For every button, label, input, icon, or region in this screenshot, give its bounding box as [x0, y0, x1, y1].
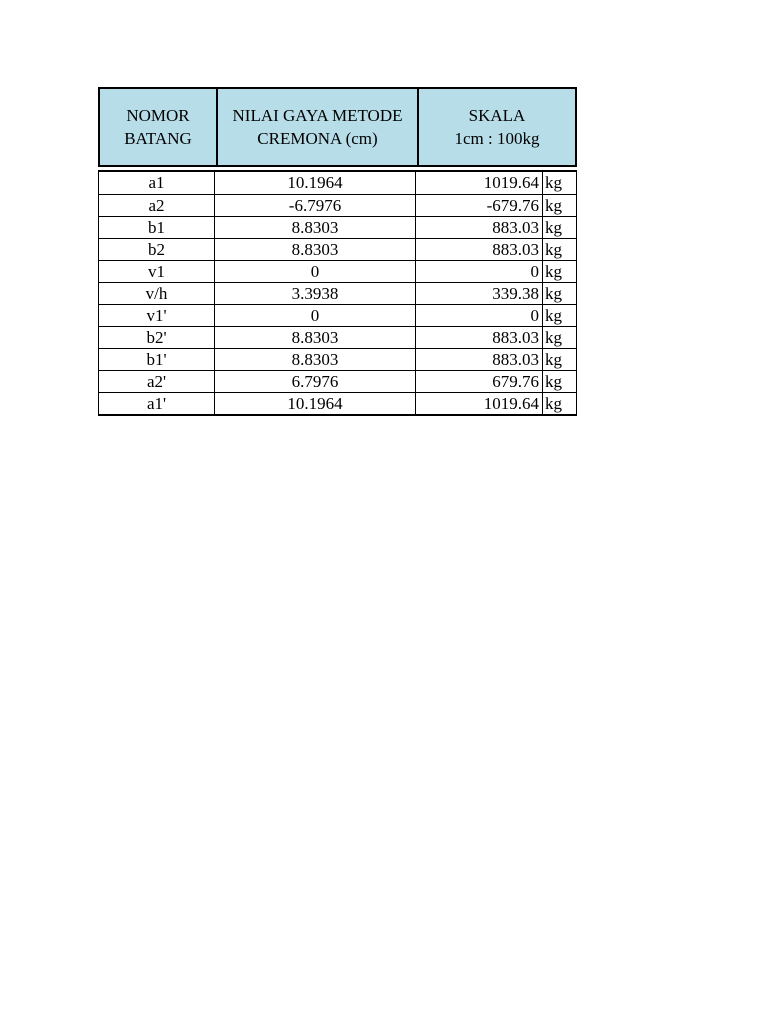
header-line: SKALA: [468, 106, 526, 125]
member-name-cell: b2: [99, 239, 215, 260]
cremona-value-cell: 8.8303: [215, 349, 416, 370]
member-name-cell: a2': [99, 371, 215, 392]
scaled-force-cell: 0: [416, 305, 543, 326]
scaled-force-cell: 0: [416, 261, 543, 282]
unit-cell: kg: [545, 350, 562, 369]
scaled-force-cell: 883.03: [416, 349, 543, 370]
scaled-force-cell: 339.38: [416, 283, 543, 304]
table-header: [98, 87, 577, 167]
table-row: [99, 172, 576, 194]
header-line: NILAI GAYA METODE: [232, 106, 403, 125]
table-row: [99, 194, 576, 216]
unit-cell: kg: [545, 394, 562, 413]
member-name-cell: a1': [99, 393, 215, 414]
member-name-cell: b1: [99, 217, 215, 238]
cremona-value-cell: 8.8303: [215, 239, 416, 260]
header-nomor-batang: [100, 89, 216, 165]
table-row: [99, 282, 576, 304]
scaled-force-cell: 883.03: [416, 327, 543, 348]
unit-cell: kg: [545, 306, 562, 325]
force-table: [98, 87, 577, 416]
table-row: [99, 326, 576, 348]
unit-cell: kg: [545, 240, 562, 259]
member-name-cell: b1': [99, 349, 215, 370]
cremona-value-cell: 3.3938: [215, 283, 416, 304]
cremona-value-cell: 10.1964: [215, 172, 416, 194]
scaled-force-cell: 883.03: [416, 239, 543, 260]
cremona-value-cell: -6.7976: [215, 195, 416, 216]
unit-cell: kg: [545, 196, 562, 215]
unit-cell: kg: [545, 328, 562, 347]
cremona-value-cell: 0: [215, 261, 416, 282]
header-line: 1cm : 100kg: [454, 129, 540, 148]
unit-cell: kg: [545, 372, 562, 391]
unit-cell: kg: [545, 218, 562, 237]
member-name-cell: a2: [99, 195, 215, 216]
unit-cell: kg: [545, 262, 562, 281]
unit-cell: kg: [545, 284, 562, 303]
member-name-cell: v1': [99, 305, 215, 326]
scaled-force-cell: 1019.64: [416, 172, 543, 194]
cremona-value-cell: 8.8303: [215, 217, 416, 238]
header-nilai-gaya: [216, 89, 417, 165]
table-row: [99, 304, 576, 326]
cremona-value-cell: 10.1964: [215, 393, 416, 414]
table-row: [99, 370, 576, 392]
unit-cell: kg: [545, 173, 562, 192]
scaled-force-cell: 883.03: [416, 217, 543, 238]
cremona-value-cell: 8.8303: [215, 327, 416, 348]
header-line: BATANG: [124, 129, 192, 148]
member-name-cell: b2': [99, 327, 215, 348]
cremona-value-cell: 0: [215, 305, 416, 326]
table-row: [99, 392, 576, 414]
member-name-cell: v1: [99, 261, 215, 282]
cremona-value-cell: 6.7976: [215, 371, 416, 392]
table-row: [99, 238, 576, 260]
header-line: NOMOR: [126, 106, 190, 125]
scaled-force-cell: 1019.64: [416, 393, 543, 414]
member-name-cell: a1: [99, 172, 215, 194]
table-body: [98, 170, 577, 416]
table-row: [99, 216, 576, 238]
header-skala: [417, 89, 575, 165]
scaled-force-cell: 679.76: [416, 371, 543, 392]
table-row: [99, 260, 576, 282]
member-name-cell: v/h: [99, 283, 215, 304]
table-row: [99, 348, 576, 370]
header-line: CREMONA (cm): [257, 129, 378, 148]
scaled-force-cell: -679.76: [416, 195, 543, 216]
